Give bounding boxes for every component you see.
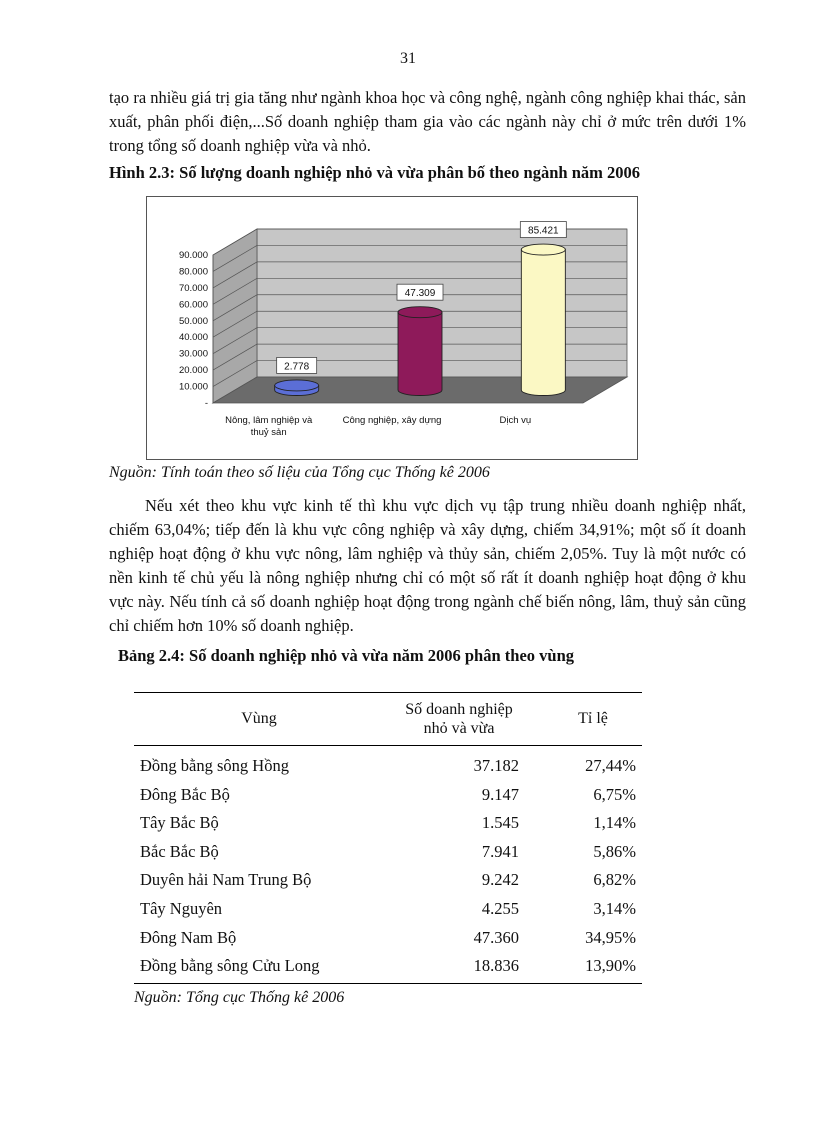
cell-region: Đông Nam Bộ bbox=[140, 927, 237, 947]
y-tick-label: 70.000 bbox=[178, 282, 208, 294]
header-count-line1: Số doanh nghiệp bbox=[405, 701, 513, 718]
cell-ratio: 5,86% bbox=[593, 841, 636, 861]
bar-cylinder bbox=[398, 312, 442, 395]
data-label: 85.421 bbox=[528, 225, 559, 237]
cell-ratio: 34,95% bbox=[585, 927, 636, 947]
table-title: Bảng 2.4: Số doanh nghiệp nhỏ và vừa năm 2006 phân theo vùng bbox=[118, 646, 574, 665]
cell-ratio: 13,90% bbox=[585, 956, 636, 976]
bar-cylinder bbox=[521, 250, 565, 396]
y-tick-label: 80.000 bbox=[178, 266, 208, 278]
cell-count: 4.255 bbox=[481, 898, 519, 918]
header-count-line2: nhỏ và vừa bbox=[423, 720, 495, 737]
bar-chart-frame bbox=[146, 196, 638, 460]
cell-ratio: 3,14% bbox=[593, 898, 636, 918]
cell-ratio: 27,44% bbox=[585, 756, 636, 775]
cell-count: 1.545 bbox=[481, 813, 519, 833]
cell-count: 7.941 bbox=[481, 841, 519, 861]
cell-region: Đồng bằng sông Cửu Long bbox=[140, 956, 320, 976]
table-row bbox=[134, 838, 642, 867]
cell-region: Duyên hải Nam Trung Bộ bbox=[140, 870, 312, 890]
intro-paragraph: tạo ra nhiều giá trị gia tăng như ngành khoa học và công nghệ, ngành công nghiệp khai thác, sản xuất, phân phối điện,...Số doanh nghiệp tham gia vào các ngành này chỉ ở mức trên dưới 1% trong tổng số doanh nghiệp vừa và nhỏ. bbox=[109, 88, 746, 155]
bar-top bbox=[275, 380, 319, 391]
cell-count: 9.147 bbox=[481, 784, 519, 804]
cell-region: Bắc Bắc Bộ bbox=[140, 841, 219, 861]
cell-region: Tây Bắc Bộ bbox=[140, 813, 219, 833]
y-tick-label: 10.000 bbox=[178, 381, 208, 393]
y-tick-label: 30.000 bbox=[178, 348, 208, 360]
cell-region: Đông Bắc Bộ bbox=[140, 784, 230, 804]
y-tick-label: 20.000 bbox=[178, 365, 208, 377]
analysis-paragraph: Nếu xét theo khu vực kinh tế thì khu vực dịch vụ tập trung nhiều doanh nghiệp nhất, chiếm 63,04%; tiếp đến là khu vực công nghiệp và xây dựng, chiếm 34,91%; một số ít doanh nghiệp hoạt động ở khu vực nông, lâm nghiệp và thủy sản, chiếm 2,05%. Tuy là một nước có nền kinh tế chủ yếu là nông nghiệp nhưng chỉ có một số rất ít doanh nghiệp hoạt động ở khu vực này. Nếu tính cả số doanh nghiệp hoạt động trong ngành chế biến nông, lâm, thuỷ sản cũng chỉ chiếm hơn 10% số doanh nghiệp. bbox=[109, 496, 746, 635]
table-source: Nguồn: Tổng cục Thống kê 2006 bbox=[134, 989, 345, 1006]
chart-side-wall bbox=[213, 229, 257, 403]
y-tick-label: - bbox=[204, 398, 208, 409]
bar-chart bbox=[147, 197, 637, 459]
y-tick-label: 40.000 bbox=[178, 332, 208, 344]
y-tick-label: 60.000 bbox=[178, 299, 208, 311]
data-label: 47.309 bbox=[404, 288, 436, 300]
table-header bbox=[134, 692, 642, 746]
cell-count: 9.242 bbox=[481, 870, 519, 890]
figure-source: Nguồn: Tính toán theo số liệu của Tổng cục Thống kê 2006 bbox=[109, 464, 490, 481]
region-table bbox=[134, 692, 642, 984]
cell-region: Tây Nguyên bbox=[140, 898, 223, 918]
figure-title: Hình 2.3: Số lượng doanh nghiệp nhỏ và vừa phân bố theo ngành năm 2006 bbox=[109, 163, 640, 182]
cell-count: 47.360 bbox=[473, 927, 519, 947]
cell-count: 18.836 bbox=[473, 956, 519, 976]
bar-top bbox=[398, 307, 442, 318]
page-number: 31 bbox=[400, 50, 416, 67]
header-region: Vùng bbox=[241, 710, 277, 727]
x-category-label: Công nghiệp, xây dựng bbox=[342, 415, 442, 426]
y-tick-label: 90.000 bbox=[178, 250, 208, 261]
data-label: 2.778 bbox=[284, 361, 310, 373]
table-row bbox=[134, 866, 642, 895]
table-row bbox=[134, 781, 642, 810]
cell-ratio: 6,82% bbox=[593, 870, 636, 890]
header-count bbox=[374, 700, 544, 738]
table-row bbox=[134, 924, 642, 953]
x-category-label: thuỷ sản bbox=[250, 427, 287, 438]
cell-count: 37.182 bbox=[473, 756, 519, 775]
y-tick-label: 50.000 bbox=[178, 315, 208, 327]
cell-region: Đồng bằng sông Hồng bbox=[140, 756, 289, 775]
cell-ratio: 1,14% bbox=[593, 813, 636, 833]
table-body bbox=[134, 746, 642, 984]
header-ratio: Tỉ lệ bbox=[578, 710, 608, 727]
table-row bbox=[134, 809, 642, 838]
bar-top bbox=[521, 244, 565, 255]
x-category-label: Dịch vụ bbox=[499, 415, 532, 426]
cell-ratio: 6,75% bbox=[593, 784, 636, 804]
x-category-label: Nông, lâm nghiệp và bbox=[225, 415, 313, 426]
table-row bbox=[134, 752, 642, 781]
table-row bbox=[134, 895, 642, 924]
table-row bbox=[134, 952, 642, 981]
